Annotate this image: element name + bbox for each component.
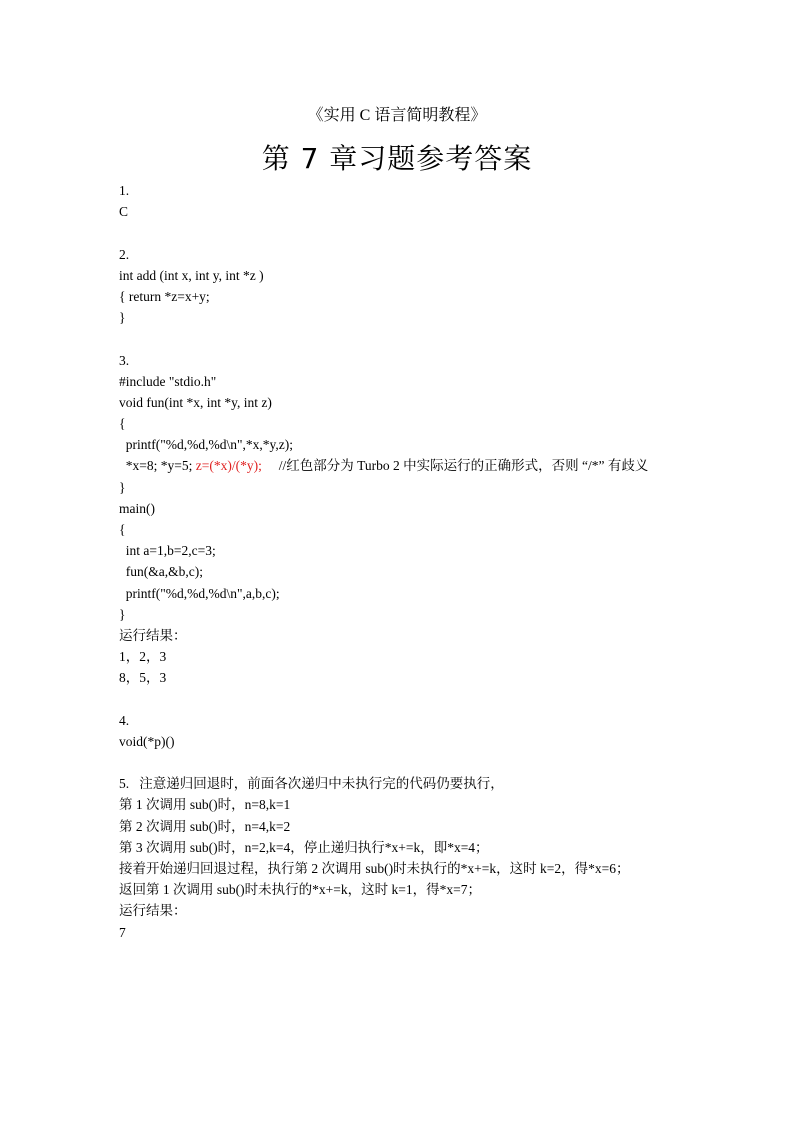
text-line: 3. <box>119 352 130 368</box>
code-line: printf("%d,%d,%d\n",*x,*y,z); <box>119 437 293 453</box>
code-line: void(*p)() <box>119 733 175 749</box>
code-line: int add (int x, int y, int *z ) <box>119 267 264 283</box>
code-line: { <box>119 416 126 432</box>
text-line: 运行结果： <box>119 903 187 919</box>
code-line-with-comment <box>119 455 759 476</box>
text-line: 5. 注意递归回退时，前面各次递归中未执行完的代码仍要执行， <box>119 776 504 792</box>
text-line: 第 1 次调用 sub()时，n=8,k=1 <box>119 797 291 813</box>
text-line: 7 <box>119 924 126 940</box>
text-line: 运行结果： <box>119 627 187 643</box>
answer-body <box>119 180 759 943</box>
code-line: } <box>119 606 126 622</box>
red-code-segment: z=(*x)/(*y); <box>195 458 262 474</box>
text-line: 返回第 1 次调用 sub()时未执行的*x+=k，这时 k=1，得*x=7； <box>119 882 481 898</box>
page-title: 第 7 章习题参考答案 <box>261 142 533 175</box>
text-line <box>119 222 759 243</box>
text-line <box>119 328 759 349</box>
code-segment: *x=8; *y=5; <box>119 458 196 474</box>
text-line: 1. <box>119 183 130 198</box>
code-line: } <box>119 310 126 326</box>
text-line: 1，2，3 <box>119 649 167 665</box>
text-line: 2. <box>119 246 130 262</box>
text-line: 接着开始递归回退过程，执行第 2 次调用 sub()时未执行的*x+=k，这时 k=2，得*x=6； <box>119 861 630 876</box>
text-line: 第 3 次调用 sub()时，n=2,k=4，停止递归执行*x+=k，即*x=4； <box>119 839 489 855</box>
code-line: main() <box>119 500 155 516</box>
text-line: C <box>119 204 129 220</box>
code-line: #include "stdio.h" <box>119 373 217 389</box>
code-line: void fun(int *x, int *y, int z) <box>119 394 272 410</box>
code-line: { return *z=x+y; <box>119 288 210 304</box>
code-line: int a=1,b=2,c=3; <box>119 543 216 559</box>
text-line: 4. <box>119 712 130 728</box>
code-line: { <box>119 522 126 537</box>
text-line: 8，5，3 <box>119 670 167 686</box>
text-line <box>119 689 759 710</box>
code-comment: //红色部分为 Turbo 2 中实际运行的正确形式，否则 “/*” 有歧义 <box>261 458 649 474</box>
book-subtitle: 《实用 C 语言简明教程》 <box>307 107 487 124</box>
code-line: printf("%d,%d,%d\n",a,b,c); <box>119 585 280 601</box>
text-line: 第 2 次调用 sub()时，n=4,k=2 <box>119 818 291 834</box>
text-line <box>119 752 759 773</box>
code-line: } <box>119 479 126 495</box>
code-line: fun(&a,&b,c); <box>119 564 203 580</box>
